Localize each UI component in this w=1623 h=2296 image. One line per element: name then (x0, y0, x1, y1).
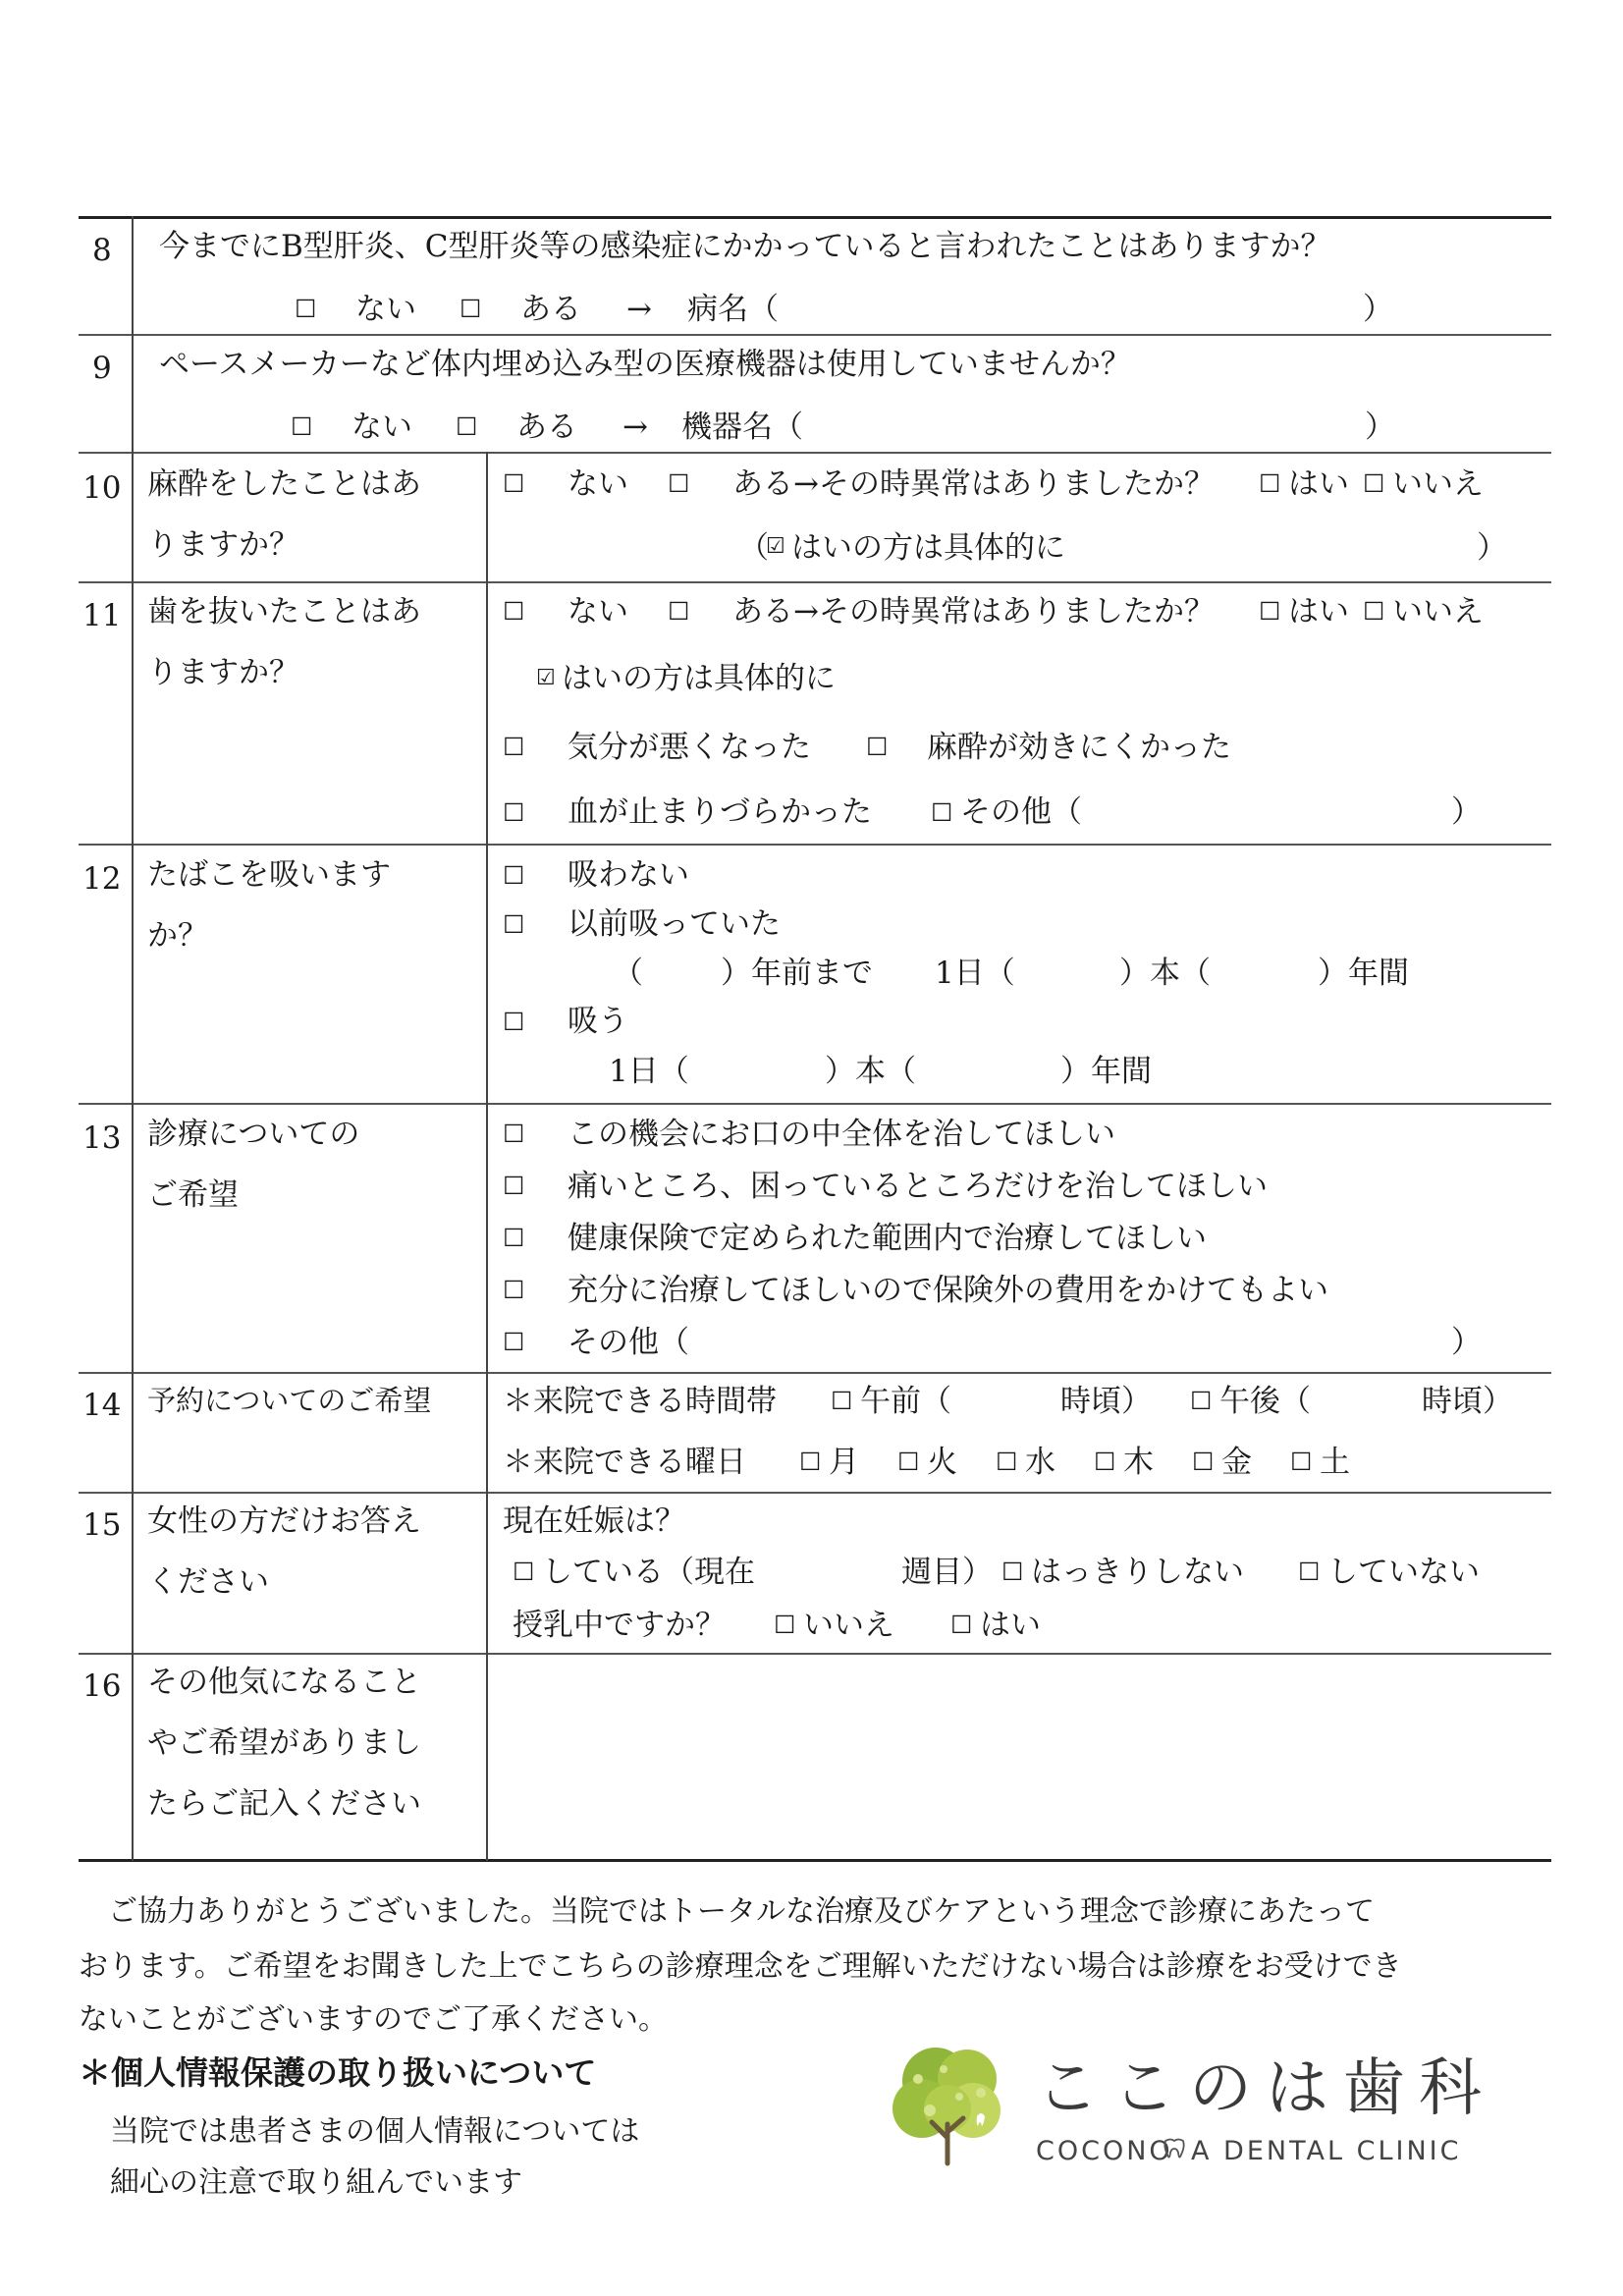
q14-day-label: ＊来院できる曜日 (503, 1445, 746, 1480)
tree-dot (955, 2093, 963, 2101)
q10-label-line1: 麻酔をしたことはあ (147, 466, 421, 502)
q12-number: 12 (82, 861, 122, 897)
q14-am-time: 時頃） (1060, 1384, 1152, 1419)
q11-opt3-checkbox[interactable]: ☐ (503, 798, 525, 827)
q11-detail-label: はいの方は具体的に (562, 661, 836, 696)
q13-opt1-label: この機会にお口の中全体を治してほしい (568, 1117, 1115, 1152)
q10-label-line2: りますか？ (147, 527, 299, 563)
q15-label-line2: ください (147, 1564, 269, 1600)
q14-number: 14 (82, 1388, 122, 1423)
q11-opt2-checkbox[interactable]: ☐ (866, 733, 889, 761)
q15-nursing-yes-label: はい (980, 1608, 1041, 1643)
q10-no-label: ない (568, 466, 628, 502)
q15-nursing-question: 授乳中ですか？ (513, 1608, 726, 1643)
q8-disease-label: 病名（ (687, 292, 779, 327)
q15-nursing-no-label: いいえ (803, 1608, 894, 1643)
q16-comment-area[interactable] (489, 1656, 1549, 1857)
q13-opt4-checkbox[interactable]: ☐ (503, 1276, 525, 1304)
logo-japanese-name: ここのは歯科 (1036, 2052, 1495, 2125)
q14-tue-label: 火 (927, 1445, 957, 1480)
label-column-divider (486, 452, 488, 1861)
q12-opt2-checkbox[interactable]: ☐ (503, 910, 525, 939)
q14-fri-checkbox[interactable]: ☐ (1192, 1448, 1215, 1476)
tree-trunk-shape (932, 2118, 963, 2163)
q14-label: 予約についてのご希望 (147, 1384, 432, 1417)
q10-detail-close: ） (1477, 530, 1507, 566)
q16-label-line3: たらご記入ください (147, 1786, 421, 1822)
q11-detail-check-icon: ☑ (536, 666, 556, 690)
q15-opt1-checkbox[interactable]: ☐ (513, 1558, 535, 1586)
q13-opt2-checkbox[interactable]: ☐ (503, 1172, 525, 1200)
q13-opt1-checkbox[interactable]: ☐ (503, 1120, 525, 1148)
tooth-letter-shape (1164, 2140, 1183, 2158)
row-divider (79, 1372, 1551, 1374)
q15-opt3-checkbox[interactable]: ☐ (1298, 1558, 1321, 1586)
q12-cur-count: ）本（ (825, 1054, 916, 1089)
q10-detail-check-icon: ☑ (766, 534, 785, 559)
q9-arrow: → (622, 410, 648, 445)
q11-yes-checkbox[interactable]: ☐ (668, 597, 690, 626)
footer-line-3: ないことがございますのでご了承ください。 (79, 2002, 668, 2037)
q13-label-line2: ご希望 (147, 1177, 239, 1213)
q11-no-checkbox[interactable]: ☐ (503, 597, 525, 626)
q15-label-line1: 女性の方だけお答え (147, 1503, 421, 1539)
tree-dot (940, 2065, 947, 2073)
q10-no-checkbox[interactable]: ☐ (503, 469, 525, 498)
privacy-heading: ＊個人情報保護の取り扱いについて (79, 2053, 597, 2092)
q14-time-label: ＊来院できる時間帯 (503, 1384, 777, 1419)
q9-device-label: 機器名（ (681, 410, 803, 445)
q15-opt1-weeks: 週目） (901, 1555, 993, 1590)
table-bottom-rule (79, 1859, 1551, 1862)
q15-nursing-yes-checkbox[interactable]: ☐ (950, 1611, 973, 1639)
q11-yes-label: ある→その時異常はありましたか？ (732, 594, 1215, 629)
logo-english-name-part1: COCONO (1036, 2136, 1173, 2166)
q11-opt1-label: 気分が悪くなった (568, 730, 811, 765)
q11-opt4-close: ） (1451, 794, 1482, 830)
q9-question: ペースメーカーなど体内埋め込み型の医療機器は使用していませんか？ (159, 347, 1131, 382)
q15-nursing-no-checkbox[interactable]: ☐ (774, 1611, 796, 1639)
q9-number: 9 (92, 351, 112, 386)
q14-thu-label: 木 (1123, 1445, 1154, 1480)
q16-number: 16 (82, 1668, 122, 1704)
q11-opt4-label: その他（ (960, 794, 1082, 830)
q12-opt3-checkbox[interactable]: ☐ (503, 1008, 525, 1036)
q13-opt5-close: ） (1451, 1325, 1482, 1360)
q11-opt-no-label: いいえ (1392, 594, 1484, 629)
q8-yes-checkbox[interactable]: ☐ (460, 295, 482, 323)
logo-english-name-part2: A DENTAL CLINIC (1191, 2136, 1462, 2166)
privacy-line-2: 細心の注意で取り組んでいます (110, 2165, 522, 2200)
q14-mon-checkbox[interactable]: ☐ (799, 1448, 822, 1476)
tree-dot (913, 2074, 923, 2084)
q15-opt3-label: していない (1327, 1555, 1480, 1590)
q12-cur-day: 1日（ (609, 1054, 689, 1089)
q12-past-count: ）本（ (1119, 956, 1211, 991)
q11-opt-yes-label: はい (1288, 594, 1349, 629)
q15-pregnant-question: 現在妊娠は？ (503, 1503, 685, 1539)
q10-opt-yes-checkbox[interactable]: ☐ (1259, 469, 1281, 498)
q10-detail-label: はいの方は具体的に (791, 530, 1065, 566)
q14-wed-label: 水 (1025, 1445, 1055, 1480)
q11-opt-no-checkbox[interactable]: ☐ (1363, 597, 1385, 626)
q12-past-day: 1日（ (935, 956, 1015, 991)
q11-opt4-checkbox[interactable]: ☐ (931, 798, 953, 827)
footer-line-1: ご協力ありがとうございました。当院ではトータルな治療及びケアという理念で診療にあたって (79, 1894, 1375, 1929)
q15-number: 15 (82, 1507, 122, 1543)
q14-am-label: 午前（ (860, 1384, 951, 1419)
q14-thu-checkbox[interactable]: ☐ (1094, 1448, 1116, 1476)
row-divider (79, 844, 1551, 846)
q13-opt5-label: その他（ (568, 1325, 689, 1360)
tree-dot (976, 2088, 986, 2098)
number-column-divider (132, 216, 134, 1861)
q8-yes-label: ある (520, 292, 581, 327)
q11-number: 11 (82, 598, 122, 633)
q14-mon-label: 月 (829, 1445, 859, 1480)
q10-opt-no-label: いいえ (1392, 466, 1484, 502)
q10-yes-checkbox[interactable]: ☐ (668, 469, 690, 498)
q9-device-close: ） (1365, 410, 1395, 445)
q11-no-label: ない (568, 594, 628, 629)
q15-opt2-checkbox[interactable]: ☐ (1001, 1558, 1024, 1586)
q14-sat-checkbox[interactable]: ☐ (1290, 1448, 1313, 1476)
q14-am-checkbox[interactable]: ☐ (831, 1387, 853, 1415)
q12-opt1-checkbox[interactable]: ☐ (503, 861, 525, 890)
tree-logo-icon (887, 2040, 1014, 2167)
privacy-line-1: 当院では患者さまの個人情報については (110, 2114, 640, 2149)
row-divider (79, 1653, 1551, 1655)
q9-no-label: ない (352, 410, 412, 445)
q12-past-open: （ (613, 956, 643, 991)
q12-cur-period: ）年間 (1060, 1054, 1152, 1089)
q12-past-period: ）年間 (1318, 956, 1409, 991)
q15-opt1-label: している（現在 (542, 1555, 755, 1590)
footer-line-2: おります。ご希望をお聞きした上でこちらの診療理念をご理解いただけない場合は診療をお受けでき (79, 1949, 1402, 1984)
q12-opt3-label: 吸う (568, 1004, 628, 1039)
q8-no-label: ない (355, 292, 416, 327)
q13-label-line1: 診療についての (147, 1117, 360, 1152)
q14-pm-checkbox[interactable]: ☐ (1190, 1387, 1213, 1415)
table-top-rule (79, 216, 1551, 219)
row-divider (79, 1492, 1551, 1494)
q12-opt1-label: 吸わない (568, 857, 689, 893)
row-divider (79, 334, 1551, 336)
row-divider (79, 452, 1551, 454)
q12-past-years: ）年前まで (721, 956, 873, 991)
q15-opt2-label: はっきりしない (1031, 1555, 1244, 1590)
q8-disease-close: ） (1363, 292, 1393, 327)
q11-opt2-label: 麻酔が効きにくかった (927, 730, 1231, 765)
q14-fri-label: 金 (1221, 1445, 1252, 1480)
q13-number: 13 (82, 1121, 122, 1156)
row-divider (79, 1103, 1551, 1105)
q14-pm-label: 午後（ (1219, 1384, 1311, 1419)
tooth-letter-icon (1162, 2137, 1187, 2162)
q11-opt-yes-checkbox[interactable]: ☐ (1259, 597, 1281, 626)
q10-number: 10 (82, 470, 122, 506)
q12-label-line2: か？ (147, 918, 208, 954)
q14-wed-checkbox[interactable]: ☐ (996, 1448, 1018, 1476)
q13-opt2-label: 痛いところ、困っているところだけを治してほしい (568, 1169, 1268, 1204)
q13-opt5-checkbox[interactable]: ☐ (503, 1328, 525, 1356)
q11-opt3-label: 血が止まりづらかった (568, 794, 872, 830)
q8-question: 今までにB型肝炎、C型肝炎等の感染症にかかっていると言われたことはありますか？ (159, 229, 1331, 264)
q8-arrow: → (626, 292, 652, 327)
q10-opt-no-checkbox[interactable]: ☐ (1363, 469, 1385, 498)
q14-tue-checkbox[interactable]: ☐ (897, 1448, 920, 1476)
q12-opt2-label: 以前吸っていた (568, 906, 781, 942)
q11-opt1-checkbox[interactable]: ☐ (503, 733, 525, 761)
tree-dot (924, 2105, 936, 2116)
q13-opt3-checkbox[interactable]: ☐ (503, 1224, 525, 1252)
q12-label-line1: たばこを吸います (147, 857, 391, 893)
q10-yes-label: ある→その時異常はありましたか？ (732, 466, 1215, 502)
q9-yes-checkbox[interactable]: ☐ (456, 412, 478, 441)
q16-label-line1: その他気になること (147, 1665, 421, 1700)
q16-label-line2: やご希望がありまし (147, 1725, 421, 1761)
q11-label-line1: 歯を抜いたことはあ (147, 594, 421, 629)
q13-opt3-label: 健康保険で定められた範囲内で治療してほしい (568, 1221, 1207, 1256)
q8-no-checkbox[interactable]: ☐ (295, 295, 317, 323)
row-divider (79, 581, 1551, 583)
q8-number: 8 (92, 233, 112, 268)
q10-detail-open: （ (738, 530, 769, 566)
q11-label-line2: りますか？ (147, 655, 299, 690)
q14-sat-label: 土 (1320, 1445, 1350, 1480)
q14-pm-time: 時頃） (1422, 1384, 1513, 1419)
q13-opt4-label: 充分に治療してほしいので保険外の費用をかけてもよい (568, 1273, 1328, 1308)
q9-no-checkbox[interactable]: ☐ (291, 412, 313, 441)
q9-yes-label: ある (516, 410, 577, 445)
q10-opt-yes-label: はい (1288, 466, 1349, 502)
